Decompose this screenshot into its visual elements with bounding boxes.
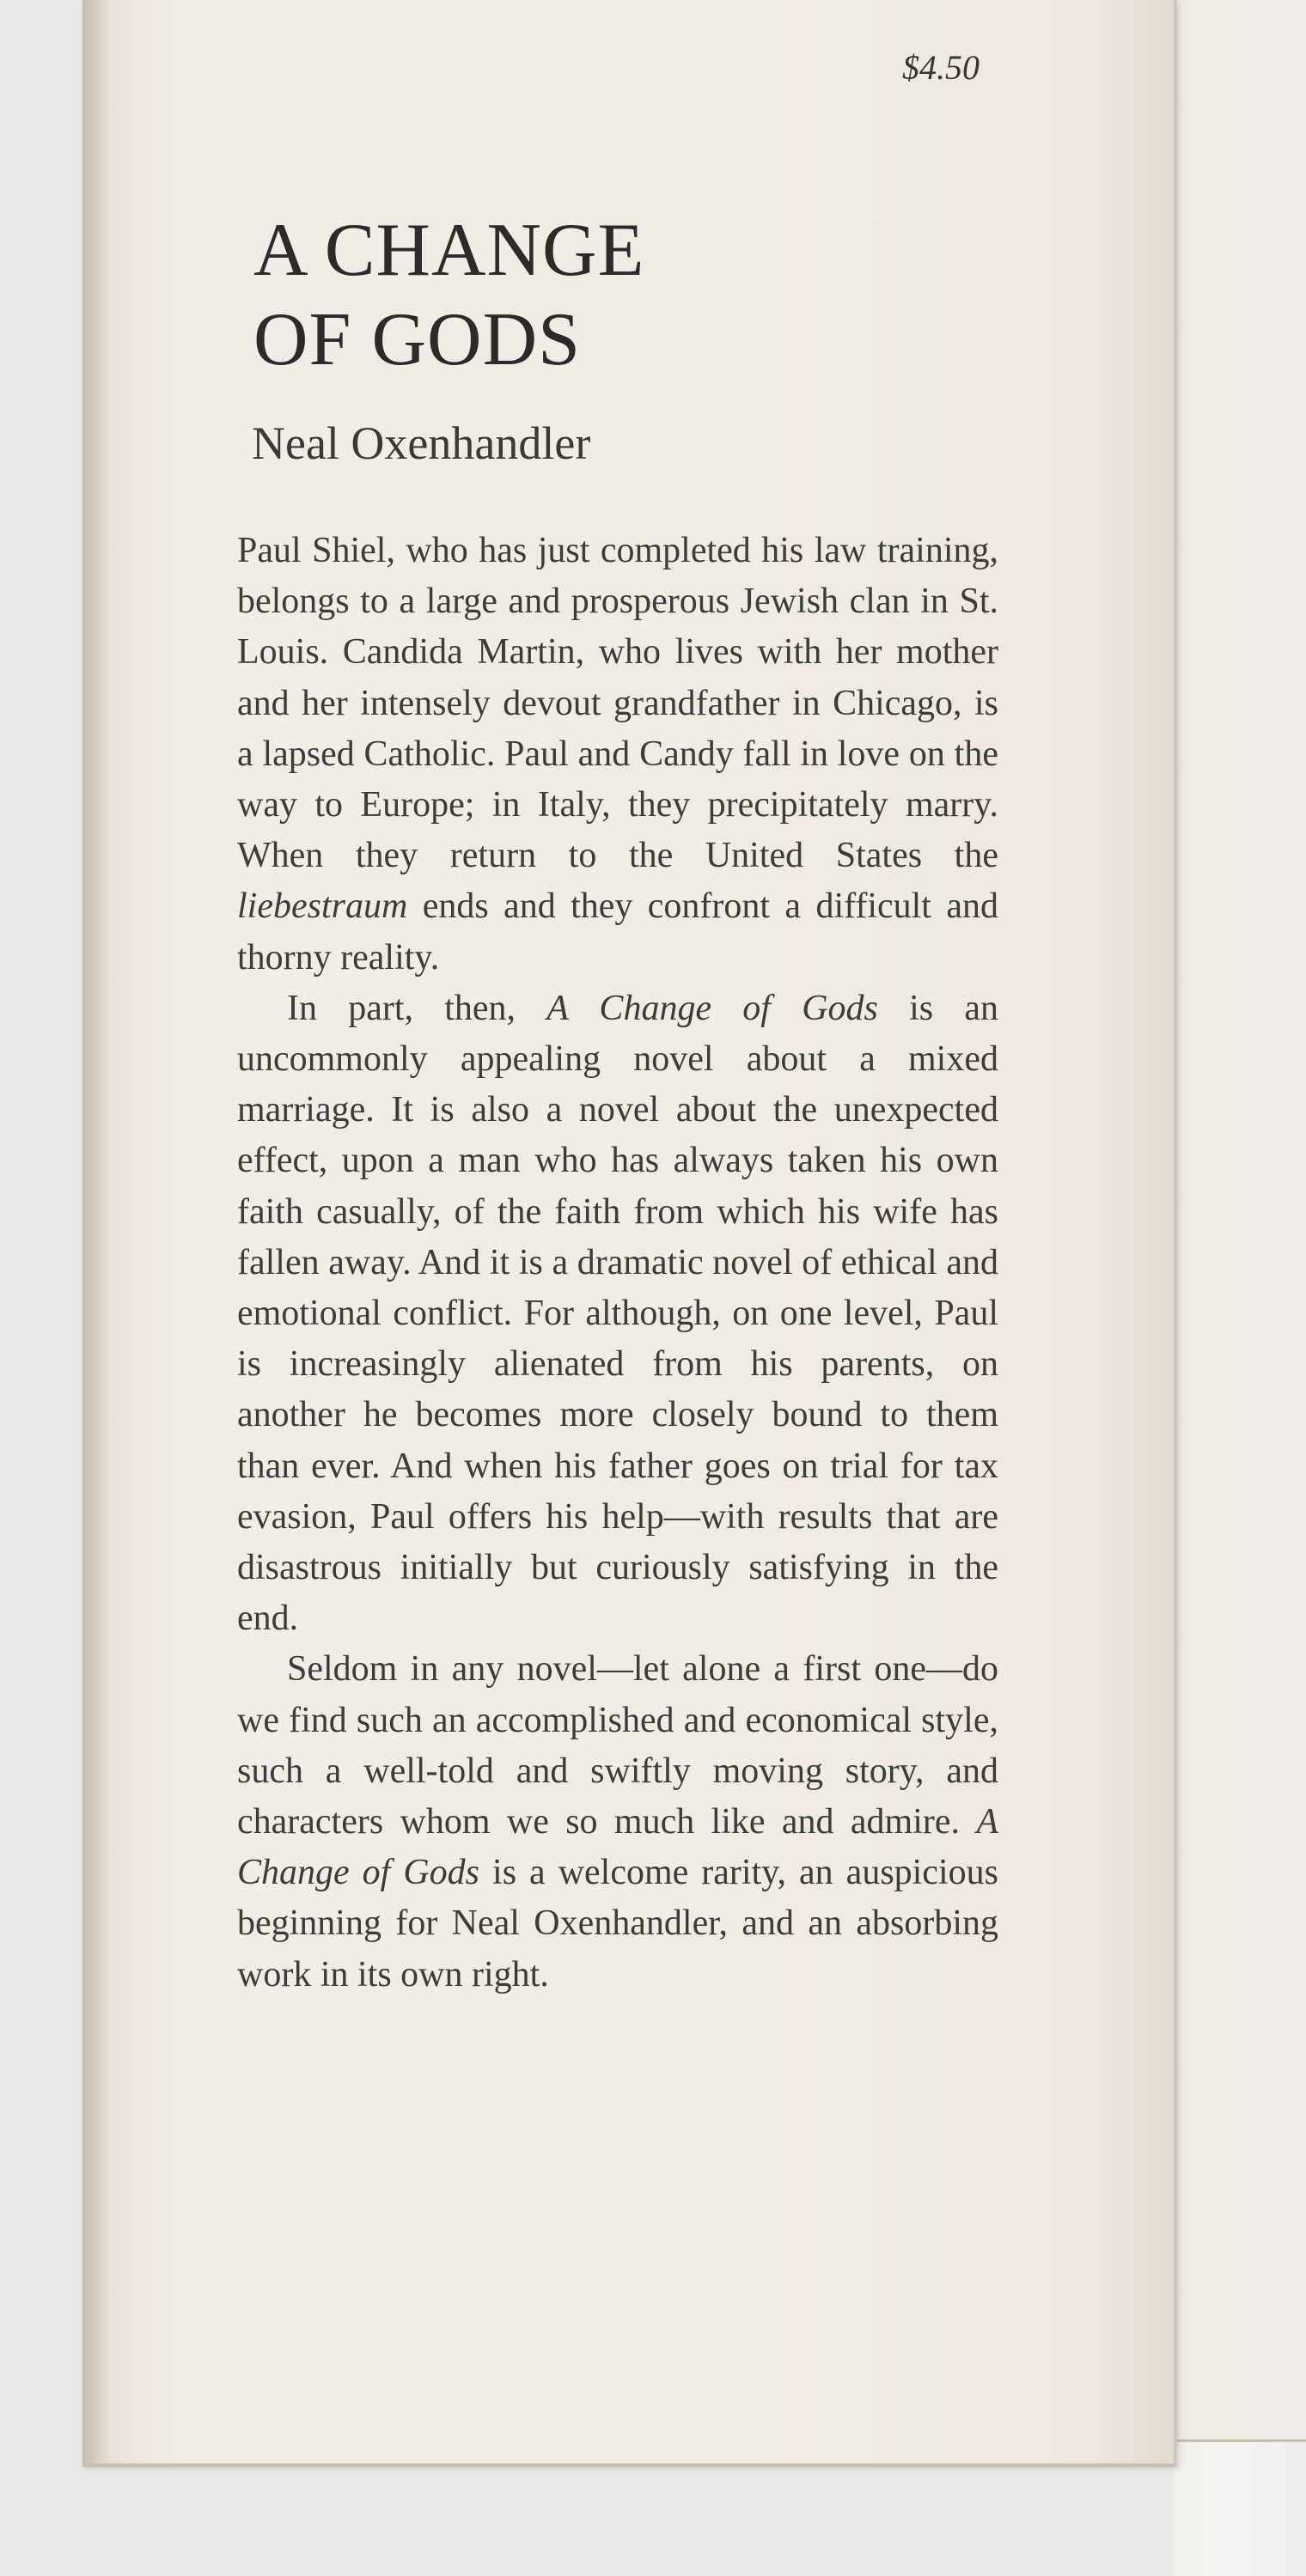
book-title-line-1: A CHANGE (253, 209, 645, 292)
blurb-paragraph-2 (237, 984, 998, 1645)
blurb-text-run: In part, then, (287, 988, 547, 1028)
flap-fold-shadow (82, 0, 108, 2463)
blurb-text-run: Paul Shiel, who has just completed his law training, belongs to a large and prosperous Jewish clan in St. Louis. Candida Martin, who lives with her mother and her intensely devout grandfather in Chicago, is a lapsed Catholic. Paul and Candy fall in love on the way to Europe; in Italy, they precipitately marry. When they return to the United States the (237, 531, 998, 876)
blurb-italic-run: A Change of Gods (546, 988, 878, 1028)
book-title-line-2: OF GODS (253, 298, 582, 381)
blurb-text-run: ends and they confront a difficult and thorny reality. (237, 886, 998, 977)
blurb-text-run: is a welcome rarity, an auspicious beginning for Neal Oxenhandler, and an absorbing work in its own right. (237, 1853, 998, 1994)
price-label: $4.50 (902, 48, 980, 87)
blurb-text-run: Seldom in any novel—let alone a first one—do we find such an accomplished and economical style, such a well-told and swiftly moving story, and characters whom we so much like and admire. (237, 1649, 998, 1842)
blurb-italic-run: liebestraum (237, 886, 408, 927)
blurb-text-run: is an uncommonly appealing novel about a mixed marriage. It is also a novel about the unexpected effect, upon a man who has always taken his own faith casually, of the faith from which his wife has fallen away. And it is a dramatic novel of ethical and emotional conflict. For although, on one level, Paul is increasingly alienated from his parents, on another he becomes more closely bound to them than ever. And when his father goes on trial for tax evasion, Paul offers his help—with results that are disastrous initially but curiously satisfying in the end. (237, 988, 999, 1639)
blurb-text (237, 526, 998, 2001)
blurb-italic-run: A Change of Gods (237, 1802, 998, 1893)
book-title (253, 206, 644, 385)
blurb-paragraph-1 (237, 526, 998, 984)
blurb-paragraph-3 (237, 1644, 998, 2000)
author-name: Neal Oxenhandler (252, 417, 591, 469)
